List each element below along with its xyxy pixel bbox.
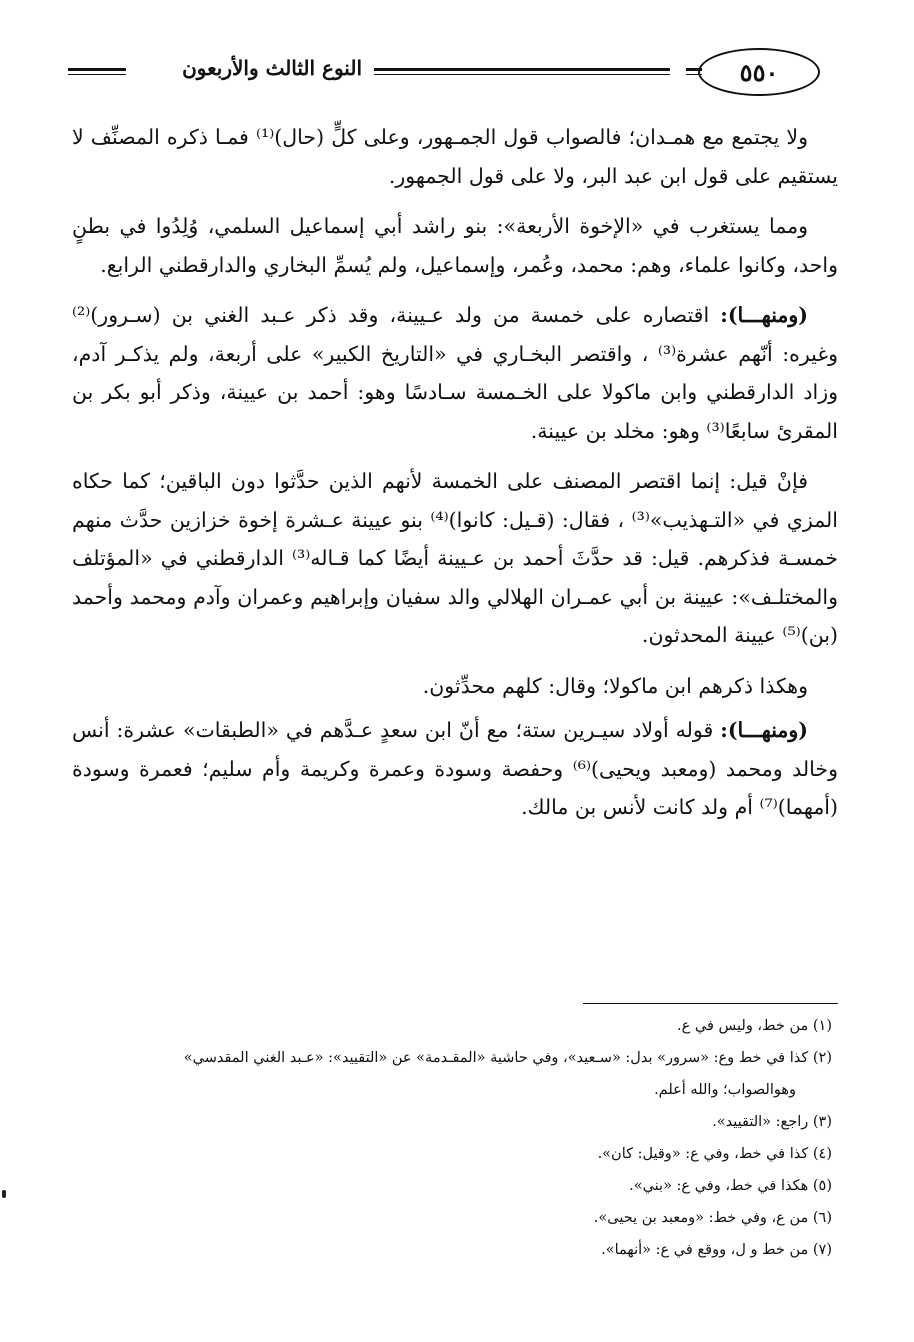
footnote: (٣) راجع: «التقييد». [712, 1114, 832, 1130]
paragraph: ولا يجتمع مع همـدان؛ فالصواب قول الجمـهور، وعلى كلٍّ (حال)⁽¹⁾ فمـا ذكره المصنِّف لا يستقيم على قول ابن عبد البر، ولا على قول الجمهور. [72, 125, 838, 188]
paragraph: ومما يستغرب في «الإخوة الأربعة»: بنو راشد أبي إسماعيل السلمي، وُلِدُوا في بطنٍ واحد، وكانوا علماء، وهم: محمد، وعُمر، وإسماعيل، ولم يُسمِّ البخاري والدارقطني الرابع. [72, 214, 838, 277]
main-text [72, 118, 838, 839]
page-number: ٥٥٠ [698, 48, 820, 96]
paragraph-text: قوله أولاد سيـرين ستة؛ مع أنّ ابن سعدٍ عـدَّهم في «الطبقات» عشرة: أنس وخالد ومحمد (ومعبد ويحيى)⁽⁶⁾ وحفصة وسودة وعمرة وكريمة وأم سليم؛ فعمرة وسودة (أمهما)⁽⁷⁾ أم ولد كانت لأنس بن مالك. [72, 718, 838, 819]
header-rule-middle-thin [374, 74, 670, 75]
footnote-continuation: وهوالصواب؛ والله أعلم. [654, 1082, 796, 1098]
footnote-text: (٢) كذا في خط وع: «سرور» بدل: «سـعيد»، وفي حاشية «المقـدمة» عن «التقييد»: «عـبد الغني المقدسي» [183, 1050, 832, 1066]
footnote: (٥) هكذا في خط، وفي ع: «بني». [629, 1178, 832, 1194]
footnote: (٦) من ع، وفي خط: «ومعبد بن يحيى». [593, 1210, 832, 1226]
footnote-separator [583, 1003, 838, 1004]
header-rule-left [68, 68, 126, 71]
paragraph [72, 296, 838, 450]
footnote: (١) من خط، وليس في ع. [677, 1018, 832, 1034]
footnote: (٤) كذا في خط، وفي ع: «وقيل: كان». [597, 1146, 832, 1162]
header-rule-left-thin [68, 74, 126, 75]
section-lead: (ومنهـــا): [720, 303, 808, 327]
section-lead: (ومنهـــا): [720, 718, 808, 742]
chapter-title: النوع الثالث والأربعون [182, 56, 362, 80]
paragraph-text: اقتصاره على خمسة من ولد عـيينة، وقد ذكر عـبد الغني بن (سـرور)⁽²⁾ وغيره: أنّهم عشرة⁽³⁾ ، واقتصر البخـاري في «التاريخ الكبير» على أربعة، ولم يذكـر آدم، وزاد الدارقطني وابن ماكولا على الخـمسة سـادسًا وهو: أحمد بن عيينة، وذكر أبو بكر بن المقرئ سابعًا⁽³⁾ وهو: مخلد بن عيينة. [72, 303, 838, 443]
header-rule-middle [374, 68, 670, 71]
scan-mark [2, 1190, 6, 1198]
page-header [60, 40, 820, 100]
paragraph: فإنْ قيل: إنما اقتصر المصنف على الخمسة لأنهم الذين حدَّثوا دون الباقين؛ كما حكاه المزي في «التـهذيب»⁽³⁾ ، فقال: (قـيل: كانوا)⁽⁴⁾ بنو عيينة عـشرة إخوة خزازين حدَّث منهم خمسـة فذكرهم. قيل: قد حدَّثَ أحمد بن عـيينة أيضًا كما قـاله⁽³⁾ الدارقطني في «المؤتلف والمختلـف»: عيينة بن أبي عمـران الهلالي والد سفيان وإبراهيم وعمران وآدم ومحمد وأحمد (بن)⁽⁵⁾ عيينة المحدثون. [72, 469, 838, 647]
footnote: (٧) من خط و ل، ووقع في ع: «أنهما». [601, 1242, 832, 1258]
header-rule-right [686, 68, 702, 71]
footnote [72, 1042, 838, 1106]
footnotes [72, 1010, 838, 1266]
paragraph [72, 711, 838, 827]
header-rule-right-thin [686, 74, 702, 75]
paragraph: وهكذا ذكرهم ابن ماكولا؛ وقال: كلهم محدِّثون. [422, 673, 808, 698]
